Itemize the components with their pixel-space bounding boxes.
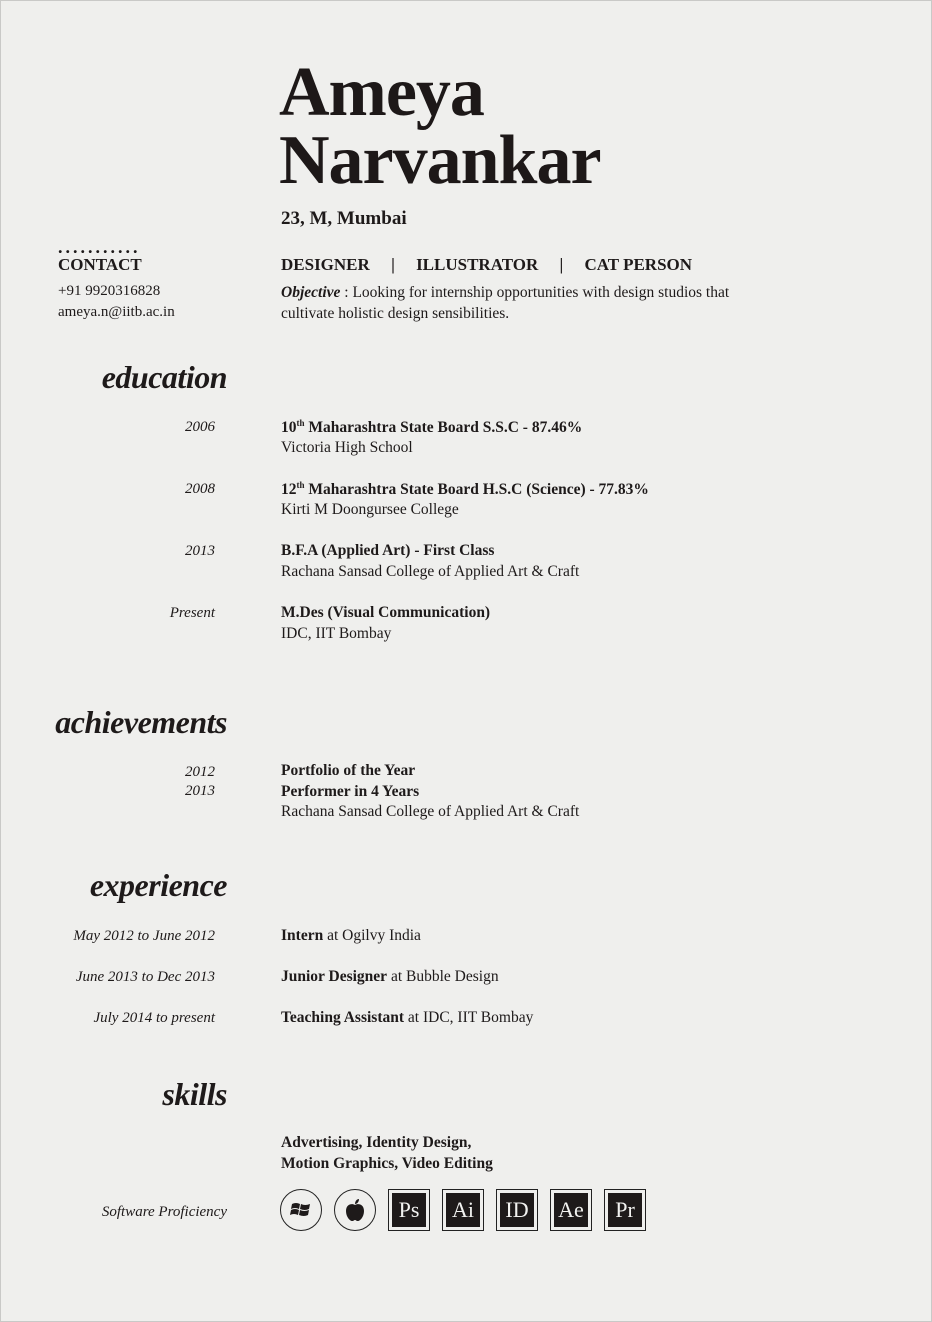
indesign-icon-label: ID bbox=[500, 1193, 534, 1227]
illustrator-icon-label: Ai bbox=[446, 1193, 480, 1227]
software-icons bbox=[280, 1189, 658, 1231]
full-name bbox=[279, 54, 601, 199]
first-name: Ameya bbox=[279, 54, 484, 131]
after-effects-icon bbox=[550, 1189, 592, 1231]
achievement-year: 2012 bbox=[185, 764, 215, 780]
education-year: 2013 bbox=[185, 543, 215, 559]
role-separator: | bbox=[391, 255, 395, 274]
achievements-heading: achievements bbox=[55, 704, 227, 740]
contact-phone: +91 9920316828 bbox=[58, 283, 161, 299]
education-ordinal: 12 bbox=[281, 481, 297, 499]
experience-entry bbox=[281, 927, 421, 945]
experience-heading: experience bbox=[89, 867, 227, 903]
role-separator: | bbox=[559, 255, 564, 274]
skills-heading: skills bbox=[162, 1076, 227, 1112]
experience-dates: July 2014 to present bbox=[93, 1010, 215, 1026]
education-title bbox=[281, 418, 582, 437]
apple-icon bbox=[334, 1189, 376, 1231]
education-school: Kirti M Doongursee College bbox=[281, 501, 459, 518]
experience-role: Intern bbox=[281, 927, 324, 944]
experience-role: Teaching Assistant bbox=[281, 1009, 405, 1026]
education-ordinal: 10 bbox=[281, 419, 297, 437]
education-title bbox=[281, 480, 649, 499]
contact-email[interactable]: ameya.n@iitb.ac.in bbox=[58, 304, 175, 320]
objective bbox=[281, 282, 781, 324]
achievement-title: Performer in 4 Years bbox=[281, 783, 420, 800]
windows-icon bbox=[280, 1189, 322, 1231]
dotted-divider: ........... bbox=[58, 237, 141, 257]
education-heading: education bbox=[101, 359, 227, 395]
photoshop-icon bbox=[388, 1189, 430, 1231]
experience-company: at Ogilvy India bbox=[323, 927, 421, 944]
premiere-icon-label: Pr bbox=[608, 1193, 642, 1227]
education-school: IDC, IIT Bombay bbox=[281, 625, 392, 642]
education-school: Rachana Sansad College of Applied Art & Craft bbox=[281, 563, 580, 580]
skills-line: Motion Graphics, Video Editing bbox=[281, 1155, 493, 1172]
achievement-year: 2013 bbox=[185, 783, 215, 799]
personal-details: 23, M, Mumbai bbox=[281, 208, 407, 229]
education-ordinal-suffix: th bbox=[296, 480, 305, 490]
experience-role: Junior Designer bbox=[281, 968, 388, 985]
indesign-icon bbox=[496, 1189, 538, 1231]
premiere-icon bbox=[604, 1189, 646, 1231]
role-designer: DESIGNER bbox=[281, 255, 370, 274]
education-title: M.Des (Visual Communication) bbox=[281, 604, 491, 621]
achievement-institution: Rachana Sansad College of Applied Art & Craft bbox=[281, 803, 580, 820]
photoshop-icon-label: Ps bbox=[392, 1193, 426, 1227]
objective-text: Looking for internship opportunities with design studios that cultivate holistic design sensibilities. bbox=[281, 284, 730, 322]
last-name: Narvankar bbox=[279, 122, 601, 199]
experience-company: at Bubble Design bbox=[387, 968, 499, 985]
experience-dates: June 2013 to Dec 2013 bbox=[75, 969, 215, 985]
after-effects-icon-label: Ae bbox=[554, 1193, 588, 1227]
objective-colon: : bbox=[340, 284, 353, 301]
skills-line: Advertising, Identity Design, bbox=[281, 1134, 472, 1151]
roles-line bbox=[281, 255, 692, 275]
software-proficiency-label: Software Proficiency bbox=[101, 1204, 227, 1220]
role-cat-person: CAT PERSON bbox=[584, 255, 693, 274]
education-school: Victoria High School bbox=[281, 439, 413, 456]
education-year: 2006 bbox=[185, 419, 215, 435]
experience-entry bbox=[281, 968, 499, 986]
education-year: 2008 bbox=[185, 481, 215, 497]
education-title-text: Maharashtra State Board H.S.C (Science) - 77.83% bbox=[304, 481, 649, 499]
experience-dates: May 2012 to June 2012 bbox=[73, 928, 215, 944]
education-year: Present bbox=[169, 605, 215, 621]
objective-label: Objective bbox=[281, 284, 341, 301]
achievement-title: Portfolio of the Year bbox=[281, 762, 416, 779]
experience-company: at IDC, IIT Bombay bbox=[404, 1009, 534, 1026]
education-ordinal-suffix: th bbox=[296, 418, 305, 428]
role-illustrator: ILLUSTRATOR bbox=[416, 255, 539, 274]
education-title: B.F.A (Applied Art) - First Class bbox=[281, 542, 495, 559]
contact-heading: CONTACT bbox=[58, 255, 142, 274]
experience-entry bbox=[281, 1009, 533, 1027]
education-title-text: Maharashtra State Board S.S.C - 87.46% bbox=[304, 419, 583, 437]
illustrator-icon bbox=[442, 1189, 484, 1231]
